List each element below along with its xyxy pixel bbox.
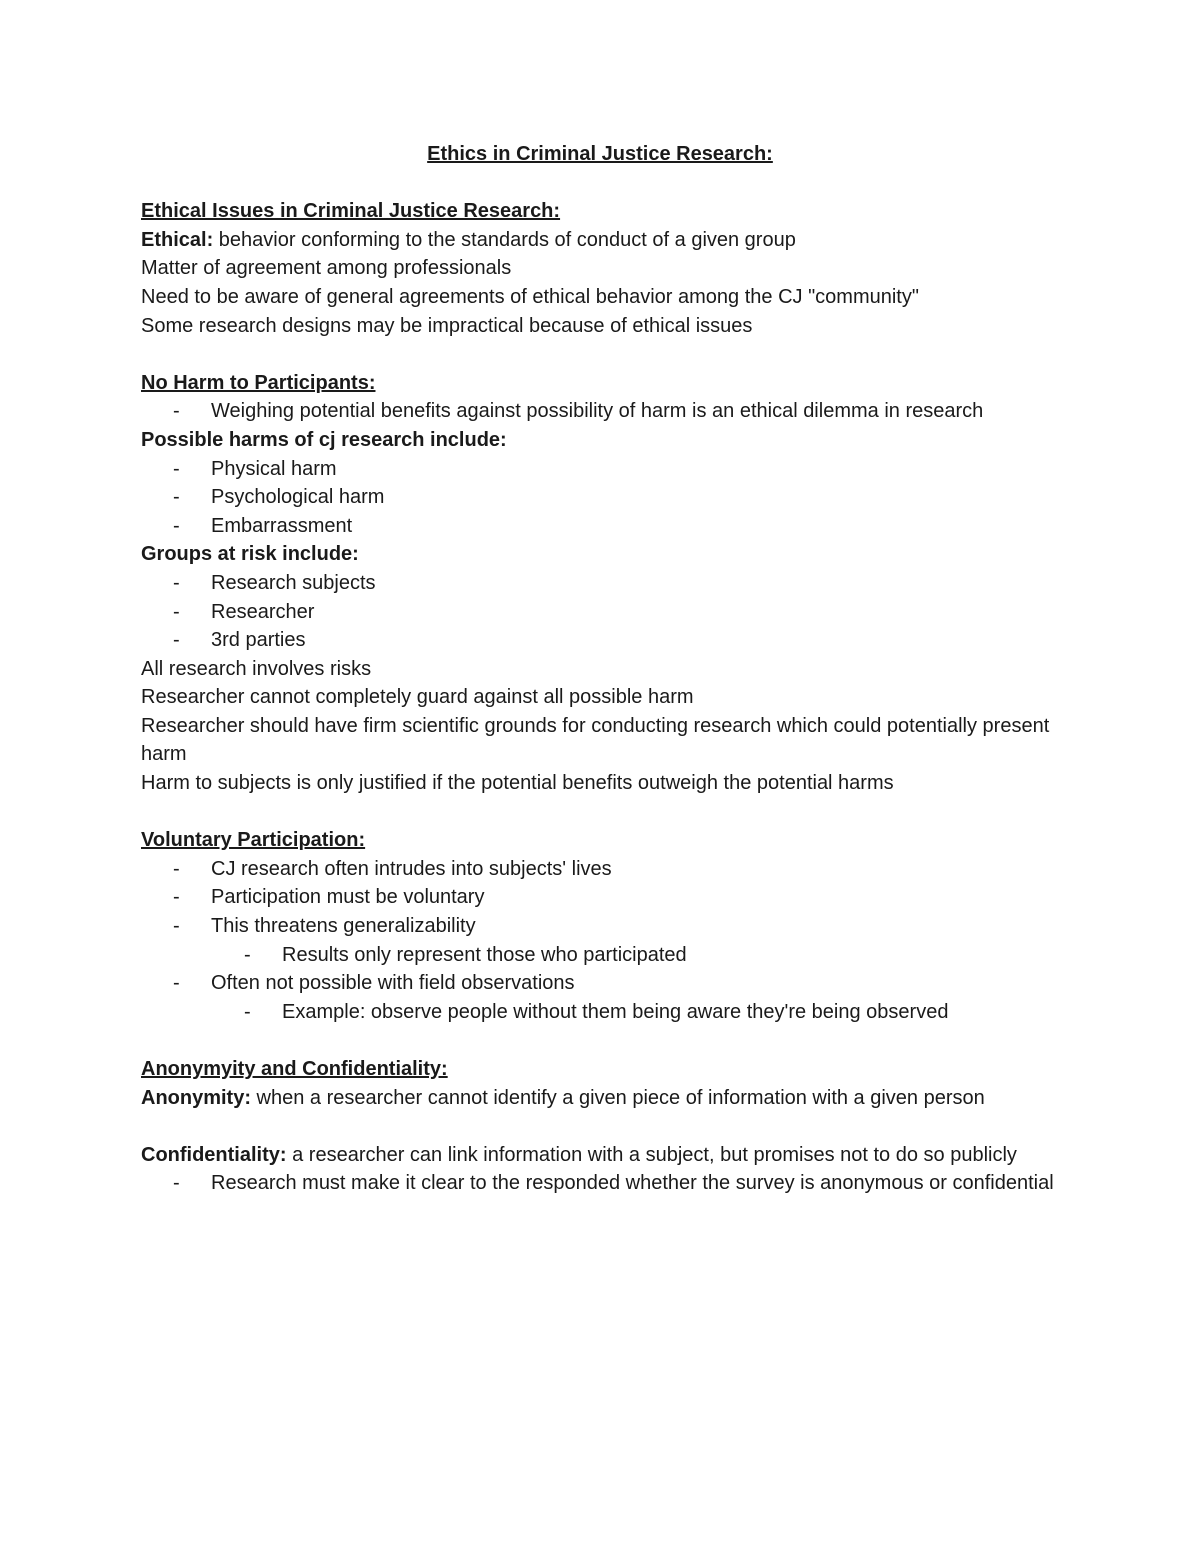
bullet-list	[141, 569, 1061, 655]
definition-anonymity	[141, 1084, 1061, 1113]
dash-bullet: -	[244, 943, 251, 966]
list-item-text: Physical harm	[211, 457, 337, 480]
document-page	[141, 140, 1061, 1198]
section-heading: No Harm to Participants:	[141, 371, 376, 394]
section-anonymity	[141, 1055, 1061, 1198]
list-item-text: Psychological harm	[211, 486, 385, 509]
sub-label: Possible harms of cj research include:	[141, 428, 507, 451]
nested-list-item	[141, 941, 1061, 970]
list-item-text: CJ research often intrudes into subjects' lives	[211, 857, 612, 880]
definition-text: behavior conforming to the standards of conduct of a given group	[213, 228, 796, 251]
dash-bullet: -	[173, 514, 180, 537]
text-line: Need to be aware of general agreements of ethical behavior among the CJ "community"	[141, 285, 919, 308]
list-item	[141, 483, 1061, 512]
dash-bullet: -	[173, 457, 180, 480]
bullet-list	[141, 1169, 1061, 1198]
nested-list-item	[141, 998, 1061, 1027]
dash-bullet: -	[173, 629, 180, 652]
list-item-text: Often not possible with field observations	[211, 972, 575, 995]
list-item	[141, 397, 1061, 426]
dash-bullet: -	[173, 486, 180, 509]
dash-bullet: -	[173, 857, 180, 880]
bullet-list	[141, 855, 1061, 1027]
list-item	[141, 455, 1061, 484]
list-item	[141, 598, 1061, 627]
document-title: Ethics in Criminal Justice Research:	[427, 143, 773, 165]
list-item	[141, 626, 1061, 655]
blank-line	[141, 1026, 1061, 1055]
list-item-text: Researcher	[211, 600, 315, 623]
text-line: Matter of agreement among professionals	[141, 257, 512, 280]
definition-text: a researcher can link information with a subject, but promises not to do so publicly	[286, 1143, 1017, 1166]
dash-bullet: -	[173, 571, 180, 594]
bullet-list	[141, 397, 1061, 426]
list-item	[141, 883, 1061, 912]
dash-bullet: -	[173, 600, 180, 623]
section-voluntary	[141, 826, 1061, 1026]
list-item-text: Weighing potential benefits against possibility of harm is an ethical dilemma in research	[211, 400, 984, 423]
section-ethical-issues	[141, 197, 1061, 340]
list-item	[141, 512, 1061, 541]
text-line: Harm to subjects is only justified if the potential benefits outweigh the potential harms	[141, 772, 894, 795]
list-item	[141, 569, 1061, 598]
list-item	[141, 969, 1061, 998]
text-line: Some research designs may be impractical because of ethical issues	[141, 314, 753, 337]
section-heading: Voluntary Participation:	[141, 829, 366, 852]
list-item	[141, 855, 1061, 884]
section-no-harm	[141, 369, 1061, 798]
definition-term: Confidentiality:	[141, 1143, 287, 1166]
definition-term: Anonymity:	[141, 1086, 251, 1109]
dash-bullet: -	[173, 886, 180, 909]
section-heading: Anonymyity and Confidentiality:	[141, 1058, 448, 1080]
list-item	[141, 912, 1061, 941]
section-heading: Ethical Issues in Criminal Justice Research:	[141, 200, 561, 223]
text-line: All research involves risks	[141, 657, 372, 680]
definition-term: Ethical:	[141, 228, 214, 251]
list-item-text: This threatens generalizability	[211, 915, 476, 938]
definition-ethical	[141, 226, 1061, 255]
list-item-text: Embarrassment	[211, 514, 353, 537]
dash-bullet: -	[173, 915, 180, 938]
list-item	[141, 1169, 1061, 1198]
definition-confidentiality	[141, 1141, 1061, 1170]
list-item-text: Example: observe people without them being aware they're being observed	[282, 1000, 949, 1023]
sub-label: Groups at risk include:	[141, 543, 359, 566]
list-item-text: Results only represent those who participated	[282, 943, 687, 966]
text-line: Researcher should have firm scientific grounds for conducting research which could potentially present harm	[141, 714, 1050, 766]
definition-text: when a researcher cannot identify a given piece of information with a given person	[251, 1086, 985, 1109]
list-item-text: Research subjects	[211, 571, 376, 594]
list-item-text: Participation must be voluntary	[211, 886, 485, 909]
dash-bullet: -	[173, 972, 180, 995]
bullet-list	[141, 455, 1061, 541]
blank-line	[141, 798, 1061, 827]
list-item-text: 3rd parties	[211, 629, 306, 652]
dash-bullet: -	[244, 1000, 251, 1023]
blank-line	[141, 1112, 1061, 1141]
dash-bullet: -	[173, 400, 180, 423]
blank-line	[141, 340, 1061, 369]
list-item-text: Research must make it clear to the responded whether the survey is anonymous or confidential	[211, 1172, 1054, 1195]
text-line: Researcher cannot completely guard against all possible harm	[141, 686, 694, 709]
dash-bullet: -	[173, 1172, 180, 1195]
